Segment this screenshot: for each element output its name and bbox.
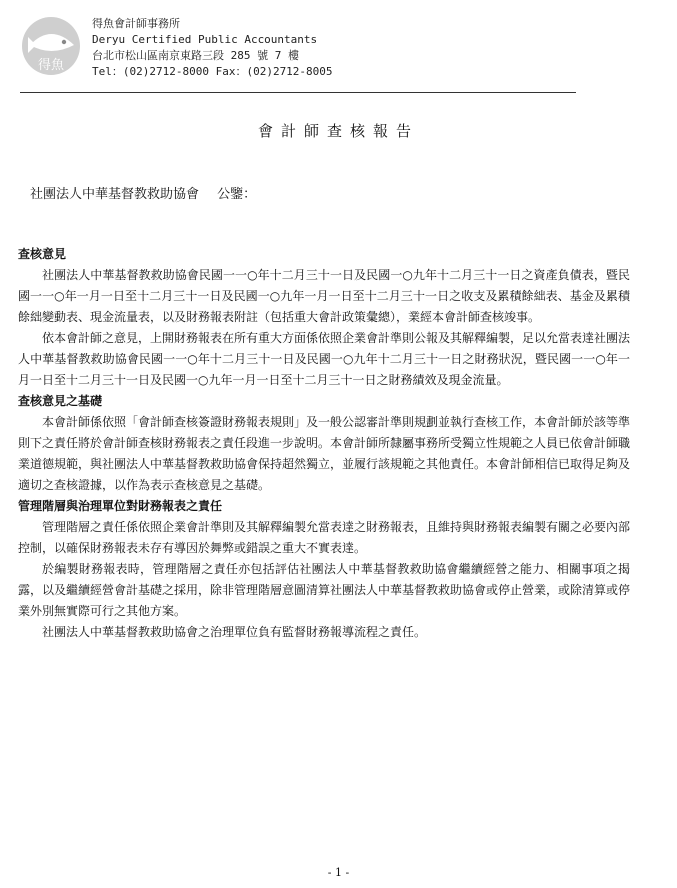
firm-logo (20, 15, 82, 77)
section-heading-opinion: 查核意見 (18, 247, 67, 261)
firm-name-en: Deryu Certified Public Accountants (92, 33, 318, 46)
paragraph: 依本會計師之意見，上開財務報表在所有重大方面係依照企業會計準則公報及其解釋編製，足以允當表達社團法人中華基督教救助協會民國一一○年十二月三十一日及民國一○九年十二月三十一日之財務狀況，暨民國一一○年一月一日至十二月三十一日及民國一○九年一月一日至十二月三十一日之財務績效及現金流量。 (18, 331, 631, 387)
paragraph: 管理階層之責任係依照企業會計準則及其解釋編製允當表達之財務報表，且維持與財務報表編製有關之必要內部控制，以確保財務報表未存有導因於舞弊或錯誤之重大不實表達。 (18, 520, 631, 555)
logo-text: 得魚 (37, 58, 65, 73)
page-number: - 1 - (327, 866, 350, 879)
addressee-salutation: 公鑒： (217, 187, 257, 202)
letterhead (20, 12, 580, 92)
firm-info (92, 16, 333, 80)
paragraph: 本會計師係依照「會計師查核簽證財務報表規則」及一般公認審計準則規劃並執行查核工作，本會計師於該等準則下之責任將於會計師查核財務報表之責任段進一步說明。本會計師所隸屬事務所受獨立性規範之人員已依會計師職業道德規範，與社團法人中華基督教救助協會保持超然獨立，並履行該規範之其他責任。本會計師相信已取得足夠及適切之查核證據，以作為表示查核意見之基礎。 (18, 415, 631, 492)
addressee (30, 183, 270, 202)
report-body (18, 244, 630, 643)
paragraph: 社團法人中華基督教救助協會民國一一○年十二月三十一日及民國一○九年十二月三十一日之資產負債表，暨民國一一○年一月一日至十二月三十一日及民國一○九年一月一日至十二月三十一日之收支及累積餘絀表、基金及累積餘絀變動表、現金流量表，以及財務報表附註（包括重大會計政策彙總），業經本會計師查核竣事。 (18, 268, 630, 324)
firm-phone-fax: Tel：(02)2712-8000 Fax：(02)2712-8005 (92, 65, 333, 78)
firm-name-zh: 得魚會計師事務所 (92, 17, 180, 30)
addressee-name: 社團法人中華基督教救助協會 (30, 187, 200, 202)
section-heading-management: 管理階層與治理單位對財務報表之責任 (18, 499, 223, 513)
letterhead-divider (20, 92, 576, 93)
section-heading-basis: 查核意見之基礎 (18, 394, 103, 408)
paragraph: 社團法人中華基督教救助協會之治理單位負有監督財務報導流程之責任。 (42, 625, 427, 639)
firm-address: 台北市松山區南京東路三段 285 號 7 樓 (92, 49, 299, 62)
paragraph: 於編製財務報表時，管理階層之責任亦包括評估社團法人中華基督教救助協會繼續經營之能力、相關事項之揭露，以及繼續經營會計基礎之採用，除非管理階層意圖清算社團法人中華基督教救助協會或停止營業，或除清算或停業外別無實際可行之其他方案。 (18, 562, 631, 618)
document-title: 會計師查核報告 (257, 122, 419, 140)
